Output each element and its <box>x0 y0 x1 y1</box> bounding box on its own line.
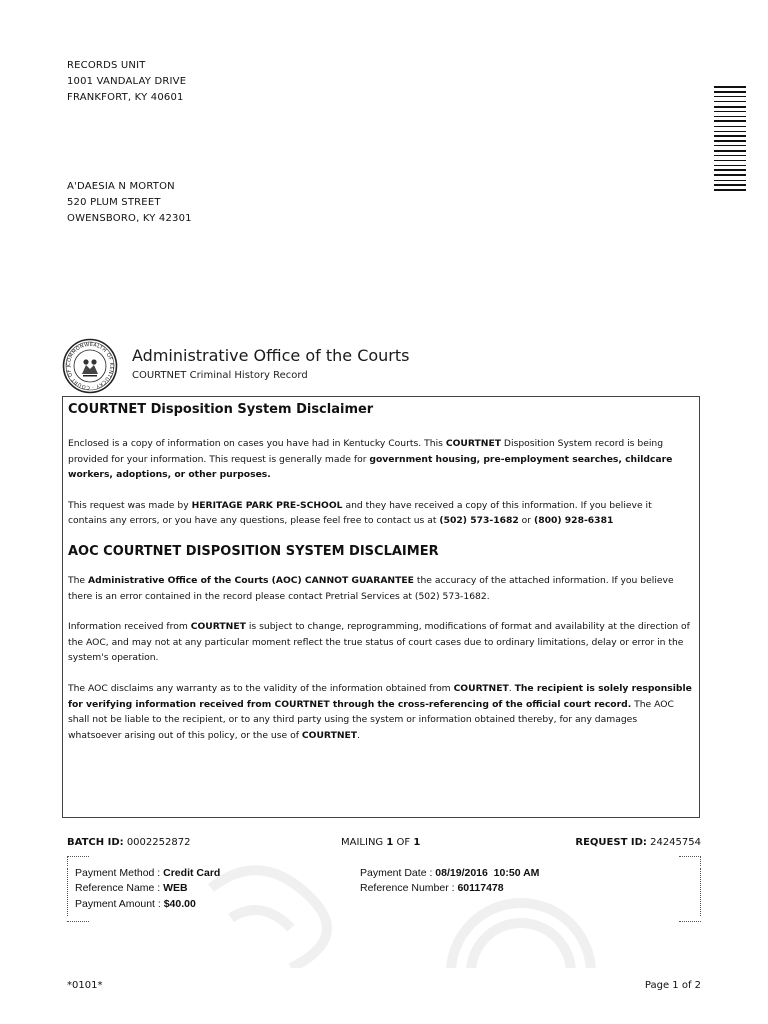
disclaimer-paragraph-3: The Administrative Office of the Courts (AOC) CANNOT GUARANTEE the accuracy of the attached information. If you believe there is an error contained in the record please contact Pretrial Services at (502) 573-1682. <box>68 574 674 602</box>
reference-name: Reference Name : WEB <box>75 882 188 894</box>
aoc-header <box>62 338 702 394</box>
disclaimer-paragraph-4: Information received from COURTNET is subject to change, reprogramming, modifications of format and availability at the direction of the AOC, and may not at any particular moment reflect the true status of court cases due to ordinary limitations, delay or error in the system's operation. <box>68 621 690 664</box>
recipient-city: OWENSBORO, KY 42301 <box>67 213 192 224</box>
barcode-bar <box>714 111 746 112</box>
page-code: *0101* <box>67 980 103 991</box>
barcode-bar <box>714 86 746 88</box>
aoc-disclaimer-title: AOC COURTNET DISPOSITION SYSTEM DISCLAIMER <box>68 543 439 559</box>
barcode-bar <box>714 150 746 152</box>
disclaimer-box <box>62 396 700 818</box>
right-dotted-edge <box>700 868 701 916</box>
barcode-bar <box>714 131 746 132</box>
recipient-name: A'DAESIA N MORTON <box>67 181 175 192</box>
recipient-street: 520 PLUM STREET <box>67 197 161 208</box>
barcode-bar <box>714 180 746 181</box>
payment-info-box <box>67 856 701 922</box>
corner-dots <box>679 921 701 922</box>
barcode-bar <box>714 135 746 137</box>
barcode-bar <box>714 126 746 127</box>
kentucky-seal-icon <box>62 338 118 394</box>
barcode-bar <box>714 96 746 97</box>
barcode-bar <box>714 91 746 93</box>
batch-id: BATCH ID: 0002252872 <box>67 837 191 848</box>
disclaimer-paragraph-1: Enclosed is a copy of information on cases you have had in Kentucky Courts. This COURTNET Disposition System record is being provided for your information. This request is generally made for government housing, pre-employment searches, childcare workers, adoptions, or other purposes. <box>68 438 673 481</box>
record-subtitle: COURTNET Criminal History Record <box>132 370 308 381</box>
barcode-bar <box>714 189 746 191</box>
barcode-bar <box>714 106 746 108</box>
barcode-bar <box>714 140 746 142</box>
disclaimer-title: COURTNET Disposition System Disclaimer <box>68 402 374 417</box>
barcode-bar <box>714 145 746 146</box>
org-name: Administrative Office of the Courts <box>132 346 410 365</box>
barcode-bar <box>714 165 746 166</box>
mailing-count: MAILING 1 OF 1 <box>341 837 421 848</box>
batch-info-row <box>67 837 701 851</box>
sender-line-3: FRANKFORT, KY 40601 <box>67 92 184 103</box>
barcode <box>714 86 746 222</box>
corner-dots <box>700 856 701 866</box>
payment-amount: Payment Amount : $40.00 <box>75 898 196 910</box>
left-dotted-edge <box>67 868 68 916</box>
barcode-bar <box>714 174 746 176</box>
barcode-bar <box>714 116 746 117</box>
svg-text:COMMONWEALTH OF KENTUCKY · COU: COMMONWEALTH OF KENTUCKY · COURT OF J <box>65 341 115 391</box>
corner-dots <box>67 921 89 922</box>
payment-date: Payment Date : 08/19/2016 10:50 AM <box>360 867 540 879</box>
recipient-address <box>67 179 192 227</box>
sender-address <box>67 58 186 106</box>
sender-line-2: 1001 VANDALAY DRIVE <box>67 76 187 87</box>
disclaimer-paragraph-5: The AOC disclaims any warranty as to the validity of the information obtained from COURTNET. The recipient is solely responsible for verifying information received from COURTNET through the cross-referencing of the official court record. The AOC shall not be liable to the recipient, or to any third party using the system or information obtained thereby, for any damages whatsoever arising out of this policy, or the use of COURTNET. <box>68 682 692 741</box>
reference-number: Reference Number : 60117478 <box>360 882 504 894</box>
sender-line-1: RECORDS UNIT <box>67 60 146 71</box>
page-number: Page 1 of 2 <box>644 980 701 991</box>
barcode-bar <box>714 155 746 156</box>
barcode-bar <box>714 160 746 161</box>
corner-dots <box>67 856 89 857</box>
barcode-bar <box>714 120 746 122</box>
barcode-bar <box>714 184 746 186</box>
corner-dots <box>679 856 701 857</box>
barcode-bar <box>714 101 746 102</box>
corner-dots <box>67 856 68 866</box>
barcode-bar <box>714 169 746 171</box>
disclaimer-paragraph-2: This request was made by HERITAGE PARK PRE-SCHOOL and they have received a copy of this information. If you believe it contains any errors, or you have any questions, please feel free to contact us at (502) 573-1682 or (800) 928-6381 <box>68 499 652 527</box>
request-id: REQUEST ID: 24245754 <box>575 837 701 848</box>
payment-method: Payment Method : Credit Card <box>75 867 221 879</box>
